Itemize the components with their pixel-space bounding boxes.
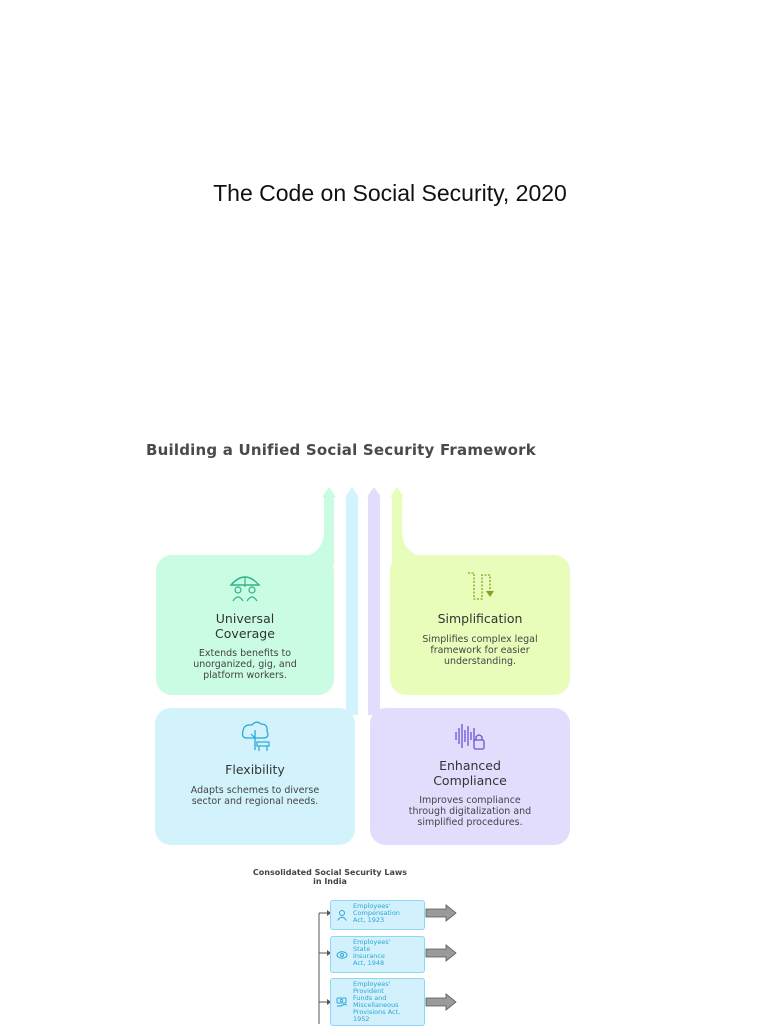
card-description-line: framework for easier — [430, 645, 530, 656]
connector-compliance-stem — [368, 495, 380, 715]
card-enhanced-compliance — [370, 708, 570, 845]
document-title: The Code on Social Security, 2020 — [213, 180, 567, 206]
card-description-line: simplified procedures. — [417, 817, 523, 828]
law-item-state-insurance — [330, 936, 425, 973]
card-description-line: Extends benefits to — [198, 648, 292, 659]
money-hand-icon — [336, 996, 348, 1008]
law-arrow-3 — [426, 994, 456, 1010]
law-line: Employees' — [353, 980, 391, 988]
card-simplification — [390, 555, 570, 695]
law-line: Insurance — [353, 952, 385, 960]
card-description-line: through digitalization and — [408, 806, 532, 817]
arrowhead-coverage — [322, 487, 336, 497]
card-description-line: understanding. — [443, 656, 517, 667]
soundwave-lock-icon — [450, 720, 490, 754]
arrowhead-flexibility — [345, 487, 359, 497]
law-arrow-2 — [426, 945, 456, 961]
card-title-line1: Flexibility — [225, 762, 285, 777]
card-description-line: sector and regional needs. — [191, 796, 319, 807]
law-item-provident-funds — [330, 978, 425, 1026]
law-line: Provident — [353, 987, 384, 995]
card-description-line: Simplifies complex legal — [422, 634, 538, 645]
laws-title — [230, 868, 430, 886]
card-description-line: unorganized, gig, and — [193, 659, 297, 670]
card-description-line: platform workers. — [203, 670, 287, 681]
card-title-line1: Simplification — [437, 611, 523, 626]
card-title-line1: Enhanced — [439, 758, 501, 773]
winding-arrow-icon — [460, 569, 500, 605]
umbrella-people-icon — [225, 569, 265, 605]
card-description-line: Improves compliance — [419, 795, 521, 806]
card-title-line1: Universal — [215, 611, 275, 626]
tree-bench-icon — [235, 720, 275, 756]
law-arrow-1 — [426, 905, 456, 921]
law-line: Employees' — [353, 902, 391, 910]
card-flexibility — [155, 708, 355, 845]
law-line: Compensation — [353, 909, 400, 917]
laws-title-line2: in India — [313, 877, 347, 886]
law-line: Act, 1923 — [353, 916, 385, 924]
connector-coverage-curve — [296, 530, 334, 558]
card-universal-coverage — [156, 555, 334, 695]
law-line: Miscellaneous — [353, 1001, 399, 1009]
law-item-employees-compensation — [330, 900, 425, 930]
card-description-line: Adapts schemes to diverse — [190, 785, 320, 796]
law-line: Act, 1948 — [353, 959, 385, 967]
laws-title-line1: Consolidated Social Security Laws — [252, 868, 408, 877]
law-line: Funds and — [353, 994, 387, 1002]
law-line: State — [353, 945, 371, 953]
card-title-line2: Coverage — [215, 626, 275, 641]
framework-title: Building a Unified Social Security Framework — [146, 441, 536, 459]
arrowhead-simplification — [390, 487, 404, 497]
card-title-line2: Compliance — [433, 773, 507, 788]
law-line: Employees' — [353, 938, 391, 946]
law-line: 1952 — [353, 1015, 370, 1023]
arrowhead-compliance — [367, 487, 381, 497]
law-line: Provisions Act, — [353, 1008, 401, 1016]
connector-simplification-curve — [392, 530, 430, 558]
person-icon — [336, 909, 348, 921]
connector-flexibility-stem — [346, 495, 358, 715]
eye-shield-icon — [336, 949, 348, 961]
